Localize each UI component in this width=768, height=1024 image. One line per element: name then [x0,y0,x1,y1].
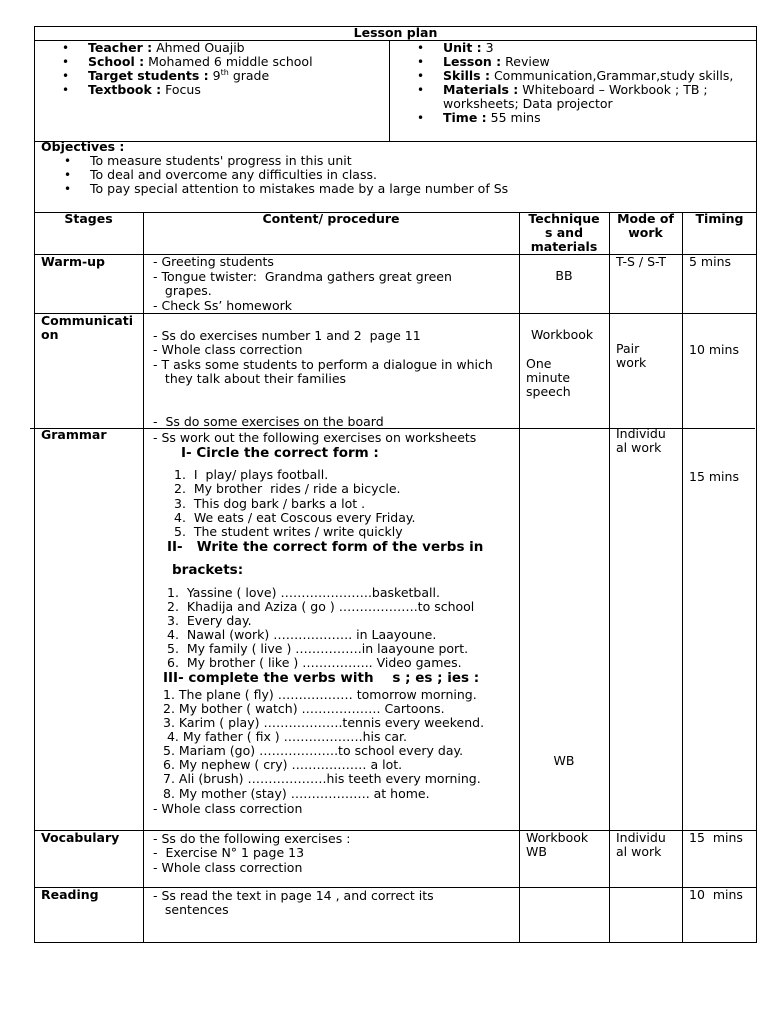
grammar-ex1-item: 3. This dog bark / barks a lot . [174,496,366,511]
skills-label: Skills : [443,68,490,83]
lesson-line [443,55,550,69]
textbook-line [88,83,201,97]
skills-line [443,69,733,83]
grammar-ex1-title: I- Circle the correct form : [181,445,379,461]
stage-communication [41,314,133,342]
col-divider [609,212,610,943]
communication-line: - T asks some students to perform a dialogue in which [153,357,493,372]
grammar-timing: 15 mins [689,469,739,484]
school-value: Mohamed 6 middle school [144,54,313,69]
communication-mode-l2: work [616,355,647,370]
objective-item: • To measure students' progress in this unit [90,154,352,168]
header-content: Content/ procedure [262,211,400,226]
header-techniques-l2: s and [544,225,584,240]
communication-line: - Ss do some exercises on the board [153,414,384,429]
grammar-ex2-item: 4. Nawal (work) ………………. in Laayoune. [167,627,437,642]
grammar-mode-l2: al work [616,440,662,455]
col-divider [682,212,683,943]
communication-tech-workbook: Workbook [531,327,594,342]
grammar-ex2-item: 3. Every day. [167,613,252,628]
grammar-ex1-item: 2. My brother rides / ride a bicycle. [174,481,401,496]
header-techniques-l1: Technique [528,211,600,226]
unit-value: 3 [481,40,494,55]
grammar-ex3-item: 3. Karim ( play) ……………….tennis every weekend. [163,715,485,730]
stage-grammar: Grammar [41,427,107,442]
grammar-ex2-title: II- Write the correct form of the verbs in [167,539,484,555]
grammar-outro: - Whole class correction [153,801,303,816]
warmup-line: - Tongue twister: Grandma gathers great green [153,269,452,284]
lesson-value: Review [501,54,550,69]
communication-mode [616,342,646,370]
stage-communication-l1: Communicati [41,313,133,328]
communication-tech-l2: One [526,356,552,371]
grammar-ex3-item: 6. My nephew ( cry) ……………… a lot. [163,757,403,772]
grammar-mode [616,427,666,455]
row-divider [34,313,757,314]
col-divider [143,212,144,943]
target-students-label: Target students : [88,68,209,83]
vocabulary-timing: 15 mins [689,830,743,845]
reading-line: - Ss read the text in page 14 , and correct its [153,888,434,903]
school-label: School : [88,54,145,69]
grammar-ex1-item: 1. I play/ plays football. [174,467,329,482]
vocabulary-mode-l1: Individu [616,830,666,845]
communication-mode-l1: Pair [616,341,640,356]
reading-line: sentences [153,902,229,917]
grammar-ex2-item: 1. Yassine ( love) ………………….basketball. [167,585,440,600]
unit-line [443,41,494,55]
vocabulary-mode-l2: al work [616,844,662,859]
skills-value: Communication,Grammar,study skills, [489,68,734,83]
time-label: Time : [443,110,487,125]
materials-line [443,83,708,97]
header-stages: Stages [64,211,113,226]
header-mode-l2: work [628,225,663,240]
grammar-ex3-item: 8. My mother (stay) ………………. at home. [163,786,430,801]
materials-value: Whiteboard – Workbook ; TB ; [518,82,708,97]
materials-label: Materials : [443,82,519,97]
communication-tech-speech [526,357,571,399]
grammar-ex2-item: 5. My family ( live ) …………….in laayoune port. [167,641,469,656]
page-title: Lesson plan [353,25,438,40]
communication-line: they talk about their families [153,371,347,386]
header-techniques-l3: materials [530,239,598,254]
grammar-mode-l1: Individu [616,426,666,441]
teacher-label: Teacher : [88,40,153,55]
grammar-ex3-title: III- complete the verbs with s ; es ; ies : [163,670,480,686]
grammar-ex1-item: 4. We eats / eat Coscous every Friday. [174,510,416,525]
objectives-label: Objectives : [41,139,125,154]
time-value: 55 mins [486,110,541,125]
grammar-ex2-title-cont: brackets: [172,562,244,578]
stage-reading: Reading [41,887,99,902]
reading-timing: 10 mins [689,887,743,902]
vocabulary-line: - Exercise N° 1 page 13 [153,845,305,860]
warmup-line: - Greeting students [153,254,274,269]
grammar-ex3-item: 7. Ali (brush) ……………….his teeth every morning. [163,771,481,786]
grammar-ex1-item: 5. The student writes / write quickly [174,524,403,539]
lesson-label: Lesson : [443,54,502,69]
grammar-intro: - Ss work out the following exercises on worksheets [153,430,477,445]
warmup-line: - Check Ss’ homework [153,298,292,313]
communication-timing: 10 mins [689,342,739,357]
warmup-line: grapes. [153,283,212,298]
teacher-value: Ahmed Ouajib [152,40,245,55]
vocabulary-line: - Whole class correction [153,860,303,875]
objective-item: • To deal and overcome any difficulties in class. [90,168,377,182]
grammar-ex3-item: 5. Mariam (go) ……………….to school every day. [163,743,464,758]
target-students-sup: th [220,67,229,77]
vocabulary-tech-l1: Workbook [526,830,589,845]
target-students-value: 9 [208,68,221,83]
header-techniques [519,212,609,254]
stage-communication-l2: on [41,327,59,342]
communication-line: - Ss do exercises number 1 and 2 page 11 [153,328,421,343]
unit-label: Unit : [443,40,482,55]
header-timing: Timing [695,211,744,226]
target-students-value2: grade [228,68,270,83]
school-line [88,55,313,69]
vocabulary-tech [526,831,588,859]
grammar-ex3-item: 2. My bother ( watch) ………………. Cartoons. [163,701,445,716]
info-divider [389,40,390,142]
stage-vocabulary: Vocabulary [41,830,120,845]
warmup-mode: T-S / S-T [616,254,667,269]
communication-line: - Whole class correction [153,342,303,357]
textbook-label: Textbook : [88,82,162,97]
objective-item: • To pay special attention to mistakes made by a large number of Ss [90,182,508,196]
stage-warmup: Warm-up [41,254,106,269]
textbook-value: Focus [161,82,201,97]
warmup-timing: 5 mins [689,254,732,269]
header-mode-l1: Mode of [617,211,674,226]
vocabulary-line: - Ss do the following exercises : [153,831,351,846]
grammar-ex2-item: 6. My brother ( like ) …………….. Video games. [167,655,462,670]
target-students-line [88,69,269,83]
time-line [443,111,541,125]
materials-continuation: worksheets; Data projector [443,96,613,111]
vocabulary-mode [616,831,666,859]
grammar-ex3-item: 4. My father ( fix ) ……………….his car. [163,729,408,744]
grammar-tech: WB [553,753,575,768]
grammar-ex3-item: 1. The plane ( fly) ……………… tomorrow morning. [163,687,477,702]
grammar-ex2-item: 2. Khadija and Aziza ( go ) ……………….to school [167,599,475,614]
communication-tech-l3: minute [526,370,571,385]
header-mode [609,212,682,240]
vocabulary-tech-l2: WB [526,844,547,859]
warmup-tech: BB [555,268,573,283]
teacher-line [88,41,245,55]
communication-tech-l4: speech [526,384,571,399]
col-divider [519,212,520,943]
